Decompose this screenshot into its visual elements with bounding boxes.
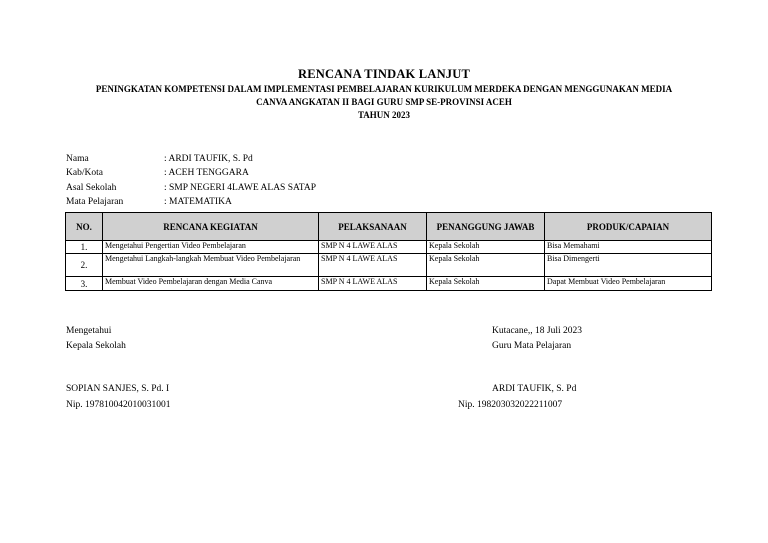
cell-no: 2.	[66, 254, 103, 277]
info-label: Kab/Kota	[66, 168, 103, 178]
header-penanggung-jawab: PENANGGUNG JAWAB	[427, 213, 545, 241]
header-produk-capaian: PRODUK/CAPAIAN	[545, 213, 712, 241]
document-subtitle-line1: PENINGKATAN KOMPETENSI DALAM IMPLEMENTASI PEMBELAJARAN KURIKULUM MERDEKA DENGAN MENGGUNAKAN MEDIA	[95, 84, 673, 94]
signature-right-date: Kutacane,, 18 Juli 2023	[492, 326, 582, 336]
signature-right-role: Guru Mata Pelajaran	[492, 341, 572, 351]
document-title: RENCANA TINDAK LANJUT	[297, 67, 471, 81]
cell-produk: Dapat Membuat Video Pembelajaran	[545, 277, 712, 291]
signature-left-line1: Mengetahui	[66, 326, 112, 336]
cell-penanggung-jawab: Kepala Sekolah	[427, 277, 545, 291]
table-row	[66, 254, 712, 277]
document-subtitle-line2: CANVA ANGKATAN II BAGI GURU SMP SE-PROVINSI ACEH	[256, 97, 512, 107]
cell-penanggung-jawab: Kepala Sekolah	[427, 254, 545, 277]
signature-left-line2: Kepala Sekolah	[66, 341, 126, 351]
info-value: : ARDI TAUFIK, S. Pd	[164, 154, 253, 164]
info-label: Asal Sekolah	[66, 183, 117, 193]
cell-kegiatan: Mengetahui Pengertian Video Pembelajaran	[103, 241, 319, 254]
cell-kegiatan: Membuat Video Pembelajaran dengan Media Canva	[103, 277, 319, 291]
cell-produk: Bisa Dimengerti	[545, 254, 712, 277]
cell-produk: Bisa Memahami	[545, 241, 712, 254]
signature-right-nip: Nip. 198203032022211007	[458, 400, 563, 410]
document-year: TAHUN 2023	[357, 110, 411, 120]
header-rencana-kegiatan: RENCANA KEGIATAN	[103, 213, 319, 241]
info-value: : MATEMATIKA	[164, 197, 232, 207]
cell-pelaksanaan: SMP N 4 LAWE ALAS	[319, 277, 427, 291]
signature-left-name: SOPIAN SANJES, S. Pd. I	[66, 384, 170, 394]
info-label: Mata Pelajaran	[66, 197, 124, 207]
header-pelaksanaan: PELAKSANAAN	[319, 213, 427, 241]
header-no: NO.	[66, 213, 103, 241]
signature-right-name: ARDI TAUFIK, S. Pd	[492, 384, 577, 394]
table-header-row	[66, 213, 712, 241]
cell-no: 1.	[66, 241, 103, 254]
signature-left-nip: Nip. 197810042010031001	[66, 400, 171, 410]
plan-table	[65, 212, 712, 291]
cell-penanggung-jawab: Kepala Sekolah	[427, 241, 545, 254]
cell-no: 3.	[66, 277, 103, 291]
cell-kegiatan: Mengetahui Langkah-langkah Membuat Video Pembelajaran	[103, 254, 319, 277]
info-value: : ACEH TENGGARA	[164, 168, 249, 178]
table-row	[66, 277, 712, 291]
cell-pelaksanaan: SMP N 4 LAWE ALAS	[319, 254, 427, 277]
table-row	[66, 241, 712, 254]
cell-pelaksanaan: SMP N 4 LAWE ALAS	[319, 241, 427, 254]
info-value: : SMP NEGERI 4LAWE ALAS SATAP	[164, 183, 316, 193]
info-label: Nama	[66, 154, 89, 164]
